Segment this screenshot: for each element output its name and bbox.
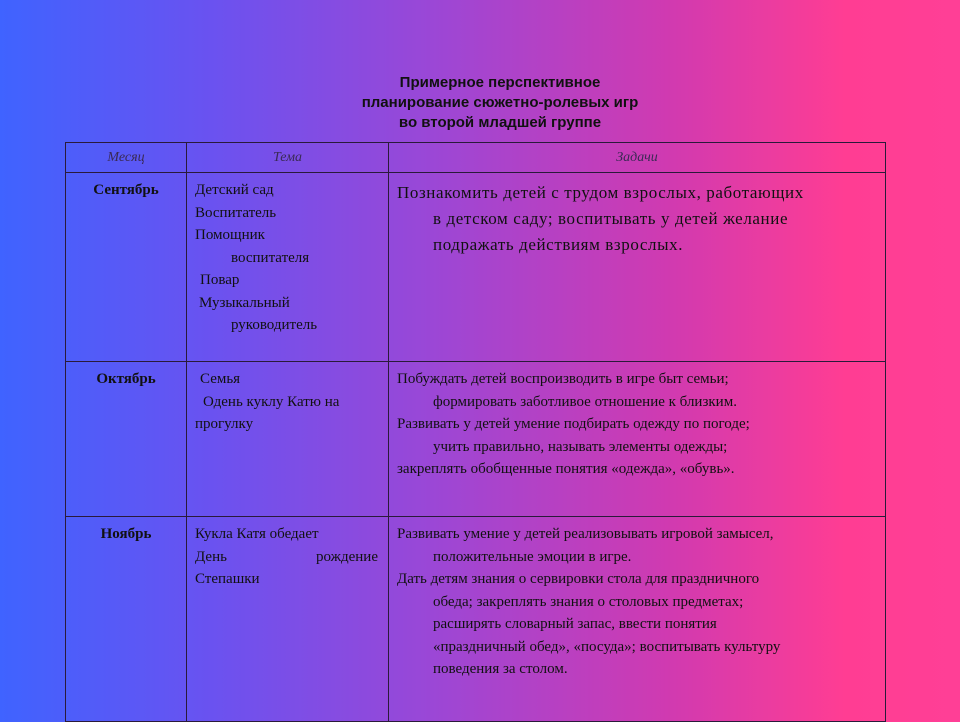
tasks-cell xyxy=(389,517,886,722)
table-row-october xyxy=(66,362,886,517)
theme-line: Музыкальный xyxy=(199,294,290,311)
tasks-cell xyxy=(389,362,886,517)
theme-cell xyxy=(187,362,389,517)
theme-line: прогулку xyxy=(195,416,254,432)
theme-word: рождение xyxy=(316,548,378,565)
theme-line: Степашки xyxy=(195,571,260,587)
theme-cell xyxy=(187,173,389,362)
task-line: Развивать у детей умение подбирать одежду по погоде; xyxy=(397,416,750,432)
planning-table xyxy=(65,142,886,722)
title-line-3: во второй младшей группе xyxy=(398,114,602,131)
header-theme: Тема xyxy=(187,143,389,173)
task-line: обеда; закреплять знания о столовых предметах; xyxy=(433,593,744,610)
month-cell: Ноябрь xyxy=(66,517,187,722)
title-line-1: Примерное перспективное xyxy=(399,74,601,91)
header-tasks: Задачи xyxy=(389,143,886,173)
task-line: расширять словарный запас, ввести понятия xyxy=(433,616,717,632)
tasks-cell xyxy=(389,173,886,362)
title-line-2: планирование сюжетно-ролевых игр xyxy=(361,94,639,111)
task-line: Развивать умение у детей реализовывать игровой замысел, xyxy=(397,526,774,542)
task-line: положительные эмоции в игре. xyxy=(433,548,632,565)
header-month: Месяц xyxy=(66,143,187,173)
task-line: в детском саду; воспитывать у детей желание xyxy=(433,209,789,228)
theme-line: Кукла Катя обедает xyxy=(195,526,319,542)
theme-cell xyxy=(187,517,389,722)
theme-line: воспитателя xyxy=(231,249,310,266)
table-row-september xyxy=(66,173,886,362)
theme-line xyxy=(195,546,378,569)
task-line: Дать детям знания о сервировки стола для праздничного xyxy=(397,571,760,587)
page-title xyxy=(0,73,960,133)
table-header-row xyxy=(66,143,886,173)
table-row-november xyxy=(66,517,886,722)
task-line: учить правильно, называть элементы одежды; xyxy=(433,438,728,455)
task-line: закреплять обобщенные понятия «одежда», «обувь». xyxy=(397,461,735,477)
task-line: Познакомить детей с трудом взрослых, работающих xyxy=(397,183,804,202)
task-line: формировать заботливое отношение к близким. xyxy=(433,393,737,410)
month-cell: Сентябрь xyxy=(66,173,187,362)
theme-line: Детский сад xyxy=(195,182,274,198)
theme-word: День xyxy=(195,548,227,565)
task-line: поведения за столом. xyxy=(433,661,568,677)
theme-line: руководитель xyxy=(231,317,318,333)
task-line: Побуждать детей воспроизводить в игре быт семьи; xyxy=(397,371,729,387)
theme-line: Помощник xyxy=(195,227,265,243)
month-cell: Октябрь xyxy=(66,362,187,517)
task-line: «праздничный обед», «посуда»; воспитывать культуру xyxy=(433,638,781,655)
theme-line: Одень куклу Катю на xyxy=(203,393,340,410)
theme-line: Воспитатель xyxy=(195,204,277,221)
task-line: подражать действиям взрослых. xyxy=(433,235,684,254)
theme-line: Семья xyxy=(200,371,241,387)
theme-line: Повар xyxy=(200,272,240,288)
